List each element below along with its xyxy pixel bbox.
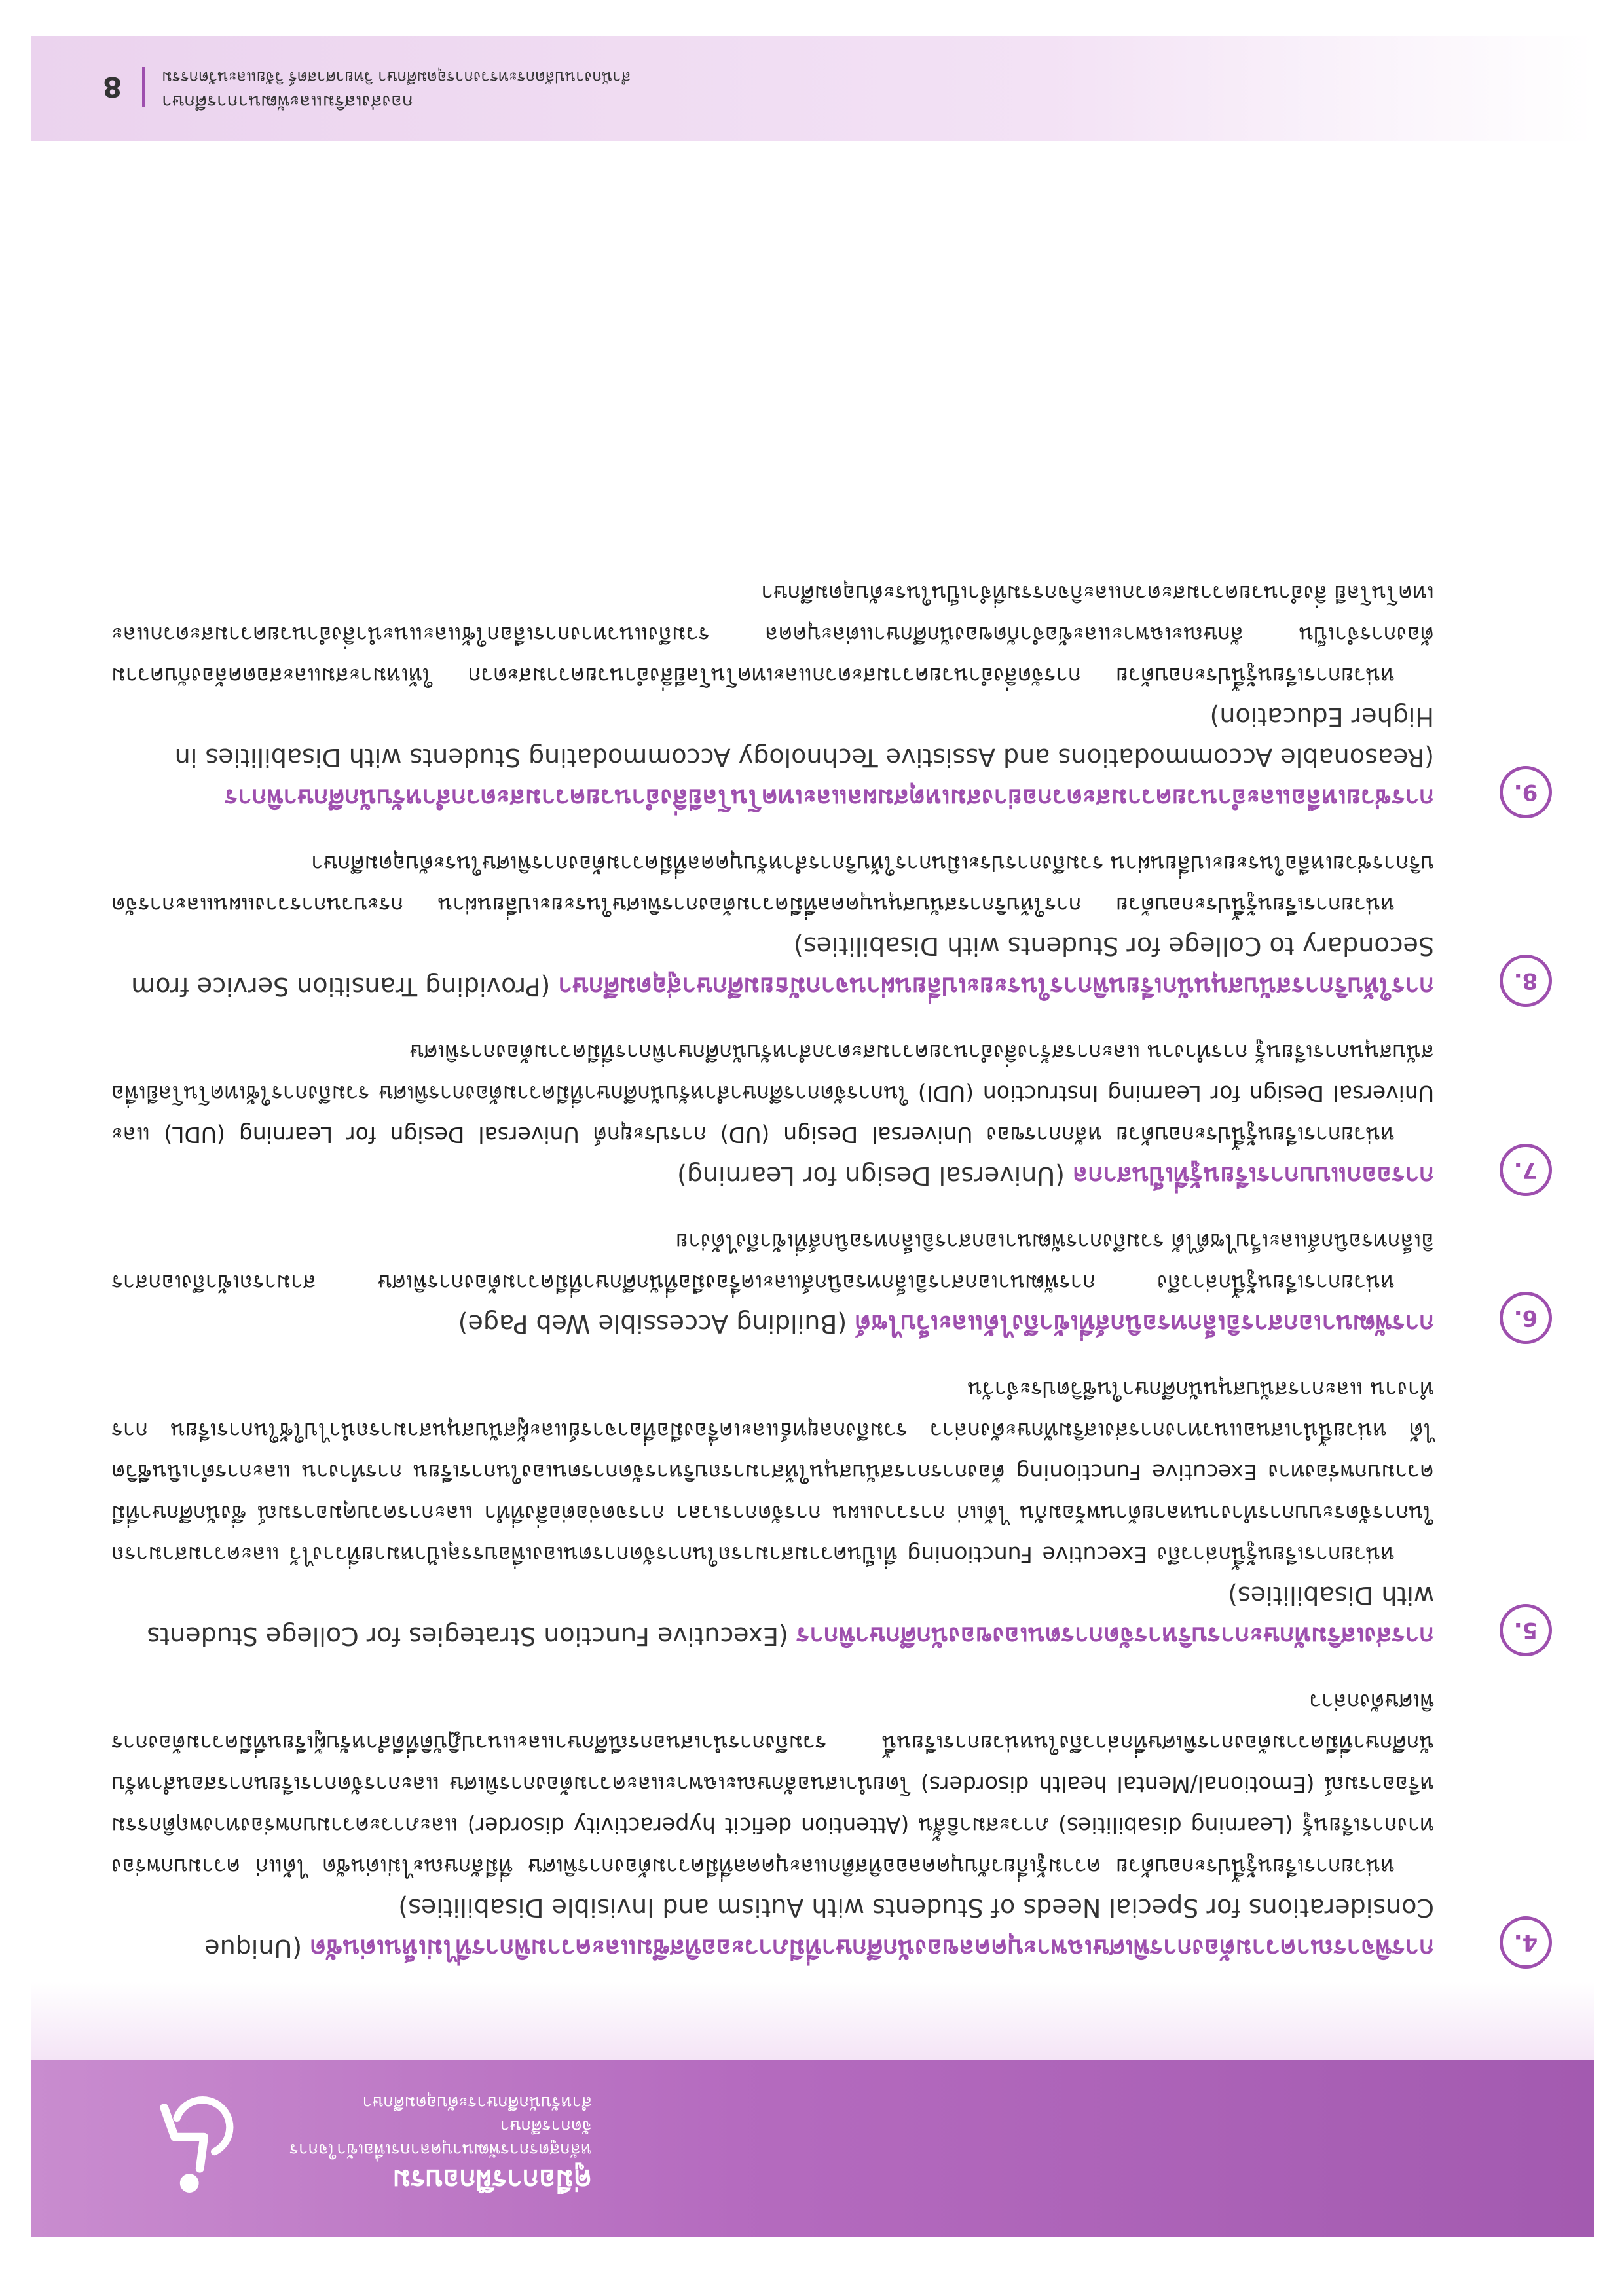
footer <box>31 36 1594 141</box>
item-number-badge: 9. <box>1500 766 1552 818</box>
item-title <box>111 1575 1434 1656</box>
item-title-en: (Reasonable Accommodations and Assistive Technology Accommodating Students with Disabilities in Higher Education) <box>174 702 1434 772</box>
header-title: คู่มือการฝึกอบรม <box>392 2164 592 2196</box>
list-item <box>111 1032 1538 1196</box>
item-body: หน่วยการเรียนรู้นี้ประกอบด้วย หลักการของ Universal Design (UD) การประยุกต์ Universal Design for Learning (UDL) และ Universal Design for Learning Instruction (UDI) ในการจัดการศึกษาสำหรับนักศึกษาที่มีความต้องการพิเศษ รวมถึงการใช้เทคโนโลยีเพื่อสนับสนุนการเรียนรู้ การทำงาน และการสร้างสิ่งอำนวยความสะดวกสำหรับนักศึกษาพิการที่มีความต้องการพิเศษ <box>111 1040 1434 1148</box>
list-item <box>111 1369 1538 1656</box>
footer-text <box>162 66 631 115</box>
item-number-badge: 5. <box>1500 1604 1552 1656</box>
wheelchair-accessibility-icon <box>145 2093 250 2198</box>
item-title <box>111 1887 1434 1969</box>
header-fade <box>31 1982 1594 2060</box>
item-title-en: (Executive Function Strategies for College Students with Disabilities) <box>147 1581 1434 1650</box>
item-title-en: (Universal Design for Learning) <box>677 1161 1065 1190</box>
item-title <box>111 1156 1434 1196</box>
item-number-badge: 7. <box>1500 1144 1552 1196</box>
item-title <box>111 1303 1434 1344</box>
item-title-en: (Building Accessible Web Page) <box>458 1309 847 1338</box>
list-item <box>111 573 1538 818</box>
item-title-en: (Providing Transition Service from Secondary to College for Students with Disabilities) <box>131 932 1434 1001</box>
header-subtitle-2: สำหรับนักศึกษาระดับอุดมศึกษา <box>362 2092 592 2112</box>
course-unit-list <box>111 548 1538 1969</box>
item-title-th: การช่วยเหลือและอำนวยความสะดวกอย่างสมเหตุสมผลและเทคโนโลยีสิ่งอำนวยความสะดวกสำหรับนักศึกษาพิการ <box>224 784 1434 812</box>
item-title <box>111 697 1434 818</box>
page-number: 8 <box>103 71 122 103</box>
header-banner <box>31 2060 1594 2237</box>
list-item <box>111 1221 1538 1344</box>
item-title-th: การให้บริการสนับสนุนนักเรียนพิการในระยะเปลี่ยนผ่านจากมัธยมศึกษาสู่อุดมศึกษา <box>558 972 1434 1001</box>
list-item <box>111 1681 1538 1969</box>
header-subtitle-1: หลักสูตรการพัฒนาบุคลากรเพื่อเข้าใจการจัดการศึกษา <box>289 2116 592 2159</box>
item-body: หน่วยการเรียนรู้นี้กล่าวถึง Executive Functioning ที่เป็นความสามารถในการจัดการตนเองเพื่อบรรลุเป้าหมายที่วางไว้ และความสามารถในการจัดระบบการทำงานหลายด้านพร้อมกัน ได้แก่ การวางแผน การจัดการเวลา การจดจ่อต่อสิ่งที่ทำ และการควบคุมอารมณ์ ซึ่งนักศึกษาที่มีความบกพร่องทาง Executive Functioning ต้องการการสนับสนุนให้สามารถบริหารจัดการตนเองในการเรียน การทำงาน และการดำเนินชีวิตได้ หน่วยนี้นำเสนอแนวทางการส่งเสริมทักษะดังกล่าว รวมถึงกลยุทธ์และเครื่องมือที่อาจารย์และผู้สนับสนุนสามารถนำไปใช้ในการเรียน การทำงาน และการสนับสนุนนักศึกษาในชีวิตประจำวัน <box>111 1377 1434 1567</box>
item-body: หน่วยการเรียนรู้นี้กล่าวถึง การพัฒนาเอกสารอิเล็กทรอนิกส์และเครื่องมือที่นักศึกษาที่มีความต้องการพิเศษ สามารถเข้าถึงเอกสารอิเล็กทรอนิกส์และเว็บไซต์ได้ รวมถึงการพัฒนาเอกสารอิเล็กทรอนิกส์ที่เข้าถึงได้ง่าย <box>111 1229 1434 1296</box>
item-body: หน่วยการเรียนรู้นี้ประกอบด้วย การจัดสิ่งอำนวยความสะดวกและเทคโนโลยีสิ่งอำนวยความสะดวก ให้เหมาะสมและสอดคล้องกับความต้องการจำเป็น ลักษณะเฉพาะและข้อจำกัดของนักศึกษาแต่ละบุคคล รวมถึงแนวทางการเลือกใช้และแนะนำสิ่งอำนวยความสะดวกและเทคโนโลยี สิ่งอำนวยความสะดวกและกิจกรรมที่จำเป็นในระดับอุดมศึกษา <box>111 581 1434 689</box>
item-title-en: (Unique Considerations for Special Needs of Students with Autism and Invisible Disabilities) <box>204 1893 1434 1963</box>
list-item <box>111 843 1538 1007</box>
item-body: หน่วยการเรียนรู้นี้ประกอบด้วย ความรู้เกี่ยวกับบุคคลออทิสติกและบุคคลที่มีความต้องการพิเศษ ที่มีลักษณะไม่เด่นชัด ได้แก่ ความบกพร่องทางการเรียนรู้ (Learning disabilities) ภาวะสมาธิสั้น (Attention deficit hyperactivity disorder) และภาวะความบกพร่องทางพฤติกรรมหรืออารมณ์ (Emotional/Mental health disorders) โดยนำเสนอลักษณะเฉพาะและความต้องการพิเศษ และการจัดการเรียนการสอนสำหรับนักศึกษาที่มีความต้องการพิเศษที่กล่าวถึงในหน่วยการเรียนนี้ รวมถึงการนำเสนอกรณีศึกษาและแนวปฏิบัติที่ดีสำหรับผู้เรียนที่มีความต้องการพิเศษดังกล่าว <box>111 1689 1434 1880</box>
item-title-th: การพัฒนาเอกสารอิเล็กทรอนิกส์ที่เข้าถึงได้และเว็บไซต์ <box>855 1309 1434 1338</box>
footer-divider <box>142 67 145 107</box>
item-number-badge: 6. <box>1500 1292 1552 1344</box>
item-title-th: การส่งเสริมทักษะการบริหารจัดการตนเองของนักศึกษาพิการ <box>796 1622 1434 1650</box>
footer-org: กองส่งเสริมและพัฒนาการศึกษา <box>162 91 413 113</box>
item-title-th: การพิจารณาความต้องการพิเศษเฉพาะบุคคลของนักศึกษาที่มีภาวะออทิสซึมและความพิการที่ไม่เห็นเด่นชัด <box>310 1934 1434 1963</box>
item-body: หน่วยการเรียนรู้นี้ประกอบด้วย การให้บริการสนับสนุนบุคคลที่มีความต้องการพิเศษในระยะเปลี่ยนผ่าน กระบวนการวางแผนและการจัดบริการช่วยเหลือในระยะเปลี่ยนผ่าน รวมถึงการประเมินการให้บริการสำหรับบุคคลที่มีความต้องการพิเศษในระดับอุดมศึกษา <box>111 851 1434 918</box>
header-text <box>265 2090 592 2198</box>
item-title-th: การออกแบบการเรียนรู้ที่เป็นสากล <box>1073 1161 1434 1190</box>
item-title <box>111 926 1434 1007</box>
item-number-badge: 8. <box>1500 955 1552 1007</box>
footer-ministry: สำนักงานปลัดกระทรวงการอุดมศึกษา วิทยาศาสตร์ วิจัยและนวัตกรรม <box>162 68 631 86</box>
item-number-badge: 4. <box>1500 1916 1552 1969</box>
